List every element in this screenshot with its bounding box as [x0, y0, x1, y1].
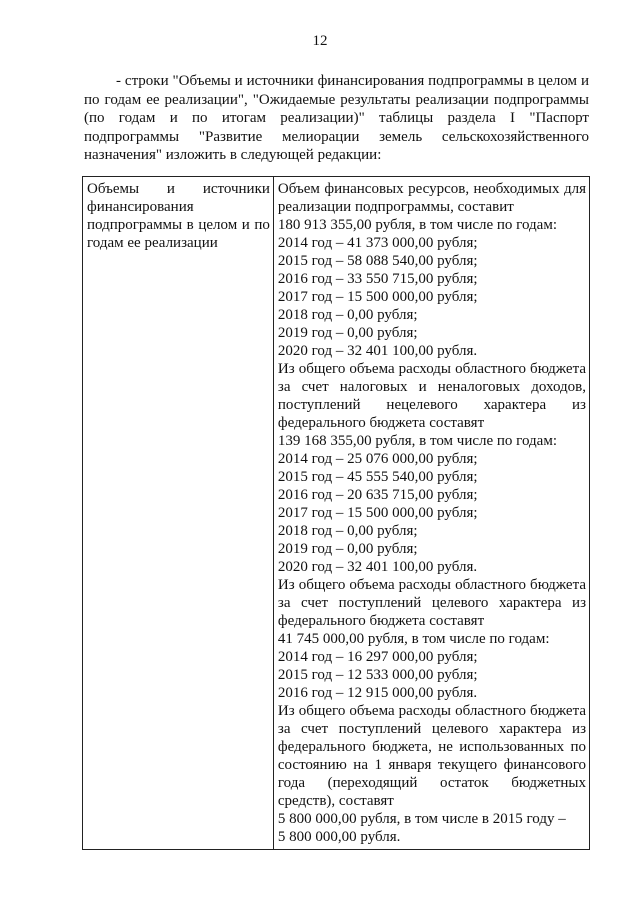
row-label-cell — [83, 177, 274, 850]
section1-year-2014: 2014 год – 41 373 000,00 рубля; — [277, 235, 478, 251]
section2-heading: Из общего объема расходы областного бюджета за счет налоговых и неналоговых доходов, поступлений нецелевого характера из федерального бюджета составят — [277, 361, 586, 431]
section1-year-2019: 2019 год – 0,00 рубля; — [277, 325, 418, 341]
section1-heading: Объем финансовых ресурсов, необходимых для реализации подпрограммы, составит — [277, 181, 586, 215]
section3-heading: Из общего объема расходы областного бюджета за счет поступлений целевого характера из федерального бюджета составят — [277, 577, 586, 629]
section3-total: 41 745 000,00 рубля, в том числе по годам: — [277, 631, 550, 647]
intro-paragraph: - строки "Объемы и источники финансирования подпрограммы в целом и по годам ее реализации", "Ожидаемые результаты реализации подпрограммы (по годам и по итогам реализации)" таблицы раздела I "Паспорт подпрограммы "Развитие мелиорации земель сельскохозяйственного назначения" изложить в следующей редакции: — [84, 73, 589, 164]
section2-year-2014: 2014 год – 25 076 000,00 рубля; — [277, 451, 478, 467]
section4-tail: 5 800 000,00 рубля. — [277, 829, 401, 845]
section3-year-2016: 2016 год – 12 915 000,00 рубля. — [277, 685, 478, 701]
section2-year-2019: 2019 год – 0,00 рубля; — [277, 541, 418, 557]
section1-year-2017: 2017 год – 15 500 000,00 рубля; — [277, 289, 478, 305]
passport-table — [82, 176, 590, 850]
section1-year-2018: 2018 год – 0,00 рубля; — [277, 307, 418, 323]
section2-year-2018: 2018 год – 0,00 рубля; — [277, 523, 418, 539]
row-label: Объемы и источники финансирования подпрограммы в целом и по годам ее реализации — [87, 181, 270, 251]
section1-year-2016: 2016 год – 33 550 715,00 рубля; — [277, 271, 478, 287]
section1-year-2020: 2020 год – 32 401 100,00 рубля. — [277, 343, 478, 359]
page-number: 12 — [312, 33, 328, 49]
section2-year-2016: 2016 год – 20 635 715,00 рубля; — [277, 487, 478, 503]
section4-total: 5 800 000,00 рубля, в том числе в 2015 году – — [277, 811, 566, 827]
section3-year-2015: 2015 год – 12 533 000,00 рубля; — [277, 667, 478, 683]
section2-year-2017: 2017 год – 15 500 000,00 рубля; — [277, 505, 478, 521]
section2-year-2015: 2015 год – 45 555 540,00 рубля; — [277, 469, 478, 485]
section4-heading: Из общего объема расходы областного бюджета за счет поступлений целевого характера из федерального бюджета, не использованных по состоянию на 1 января текущего финансового года (переходящий остаток бюджетных средств), составят — [277, 703, 586, 809]
row-value-cell — [273, 177, 589, 850]
section1-total: 180 913 355,00 рубля, в том числе по годам: — [277, 217, 557, 233]
section1-year-2015: 2015 год – 58 088 540,00 рубля; — [277, 253, 478, 269]
section2-year-2020: 2020 год – 32 401 100,00 рубля. — [277, 559, 478, 575]
section3-year-2014: 2014 год – 16 297 000,00 рубля; — [277, 649, 478, 665]
section2-total: 139 168 355,00 рубля, в том числе по годам: — [277, 433, 557, 449]
table-row — [83, 177, 590, 850]
